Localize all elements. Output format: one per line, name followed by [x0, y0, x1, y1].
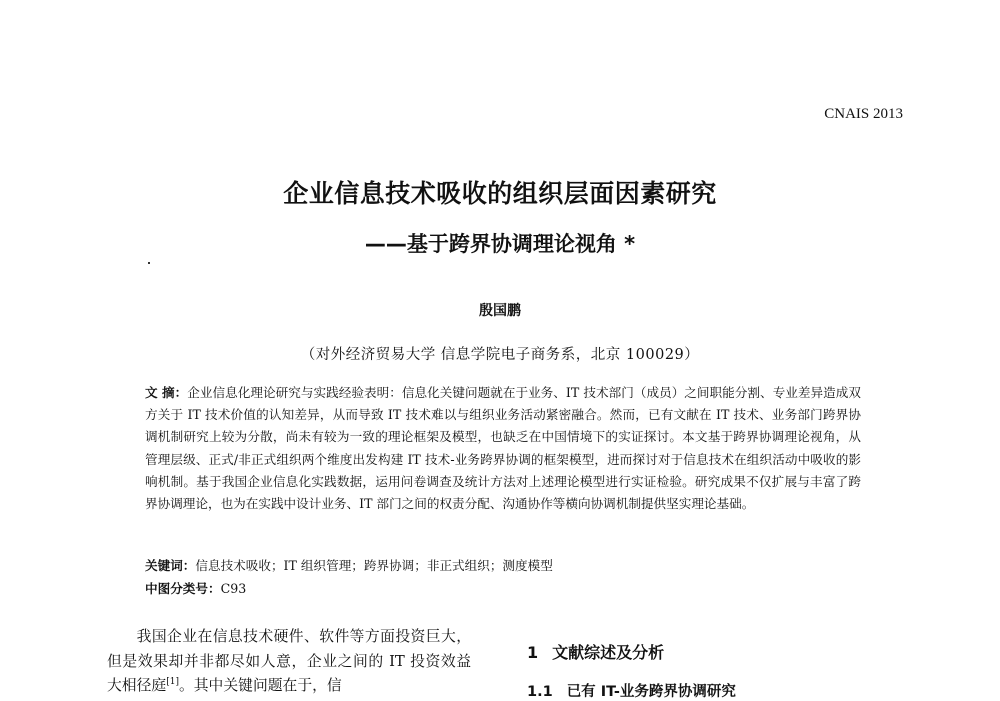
section-number: 1 — [527, 643, 539, 662]
author-name: 殷国鹏 — [479, 303, 521, 319]
abstract — [145, 382, 861, 515]
section-title: 文献综述及分析 — [552, 643, 665, 662]
author-affiliation: （对外经济贸易大学 信息学院电子商务系，北京 100029） — [300, 347, 700, 363]
clc-text: C93 — [220, 581, 247, 596]
classification-code — [145, 578, 246, 597]
abstract-label: 文 摘： — [145, 385, 188, 400]
section-heading-1 — [527, 640, 664, 663]
body-text-1: 我国企业在信息技术硬件、软件等方面投资巨大，但是效果却并非都尽如人意，企业之间的 IT 投资效益大相径庭 — [107, 628, 471, 695]
clc-label: 中图分类号： — [145, 581, 221, 596]
subsection-number: 1.1 — [527, 684, 553, 700]
paper-title: 企业信息技术吸收的组织层面因素研究 — [283, 179, 717, 208]
conference-label: CNAIS 2013 — [824, 106, 903, 122]
keywords — [145, 555, 553, 574]
keywords-text: 信息技术吸收；IT 组织管理；跨界协调；非正式组织；测度模型 — [195, 558, 553, 573]
subsection-title: 已有 IT-业务跨界协调研究 — [566, 684, 736, 700]
abstract-text: 企业信息化理论研究与实践经验表明：信息化关键问题就在于业务、IT 技术部门（成员）之间职能分割、专业差异造成双方关于 IT 技术价值的认知差异，从而导致 IT 技术难以与组织业务活动紧密融合。然而，已有文献在 IT 技术、业务部门跨界协调机制研究上较为分散，尚未有较为一致的理论框架及模型，也缺乏在中国情境下的实证探讨。本文基于跨界协调理论视角，从管理层级、正式/非正式组织两个维度出发构建 IT 技术-业务跨界协调的框架模型，进而探讨对于信息技术在组织活动中吸收的影响机制。基于我国企业信息化实践数据，运用问卷调查及统计方法对上述理论模型进行实证检验。研究成果不仅扩展与丰富了跨界协调理论，也为在实践中设计业务、IT 部门之间的权责分配、沟通协作等横向协调机制提供坚实理论基础。 — [145, 385, 861, 512]
body-paragraph — [107, 625, 471, 699]
keywords-label: 关键词： — [145, 558, 196, 573]
scan-speck — [148, 262, 150, 264]
body-text-2: 。其中关键问题在于，信 — [178, 677, 342, 695]
citation-ref: [1] — [166, 677, 179, 688]
paper-subtitle: ——基于跨界协调理论视角 * — [364, 232, 636, 256]
